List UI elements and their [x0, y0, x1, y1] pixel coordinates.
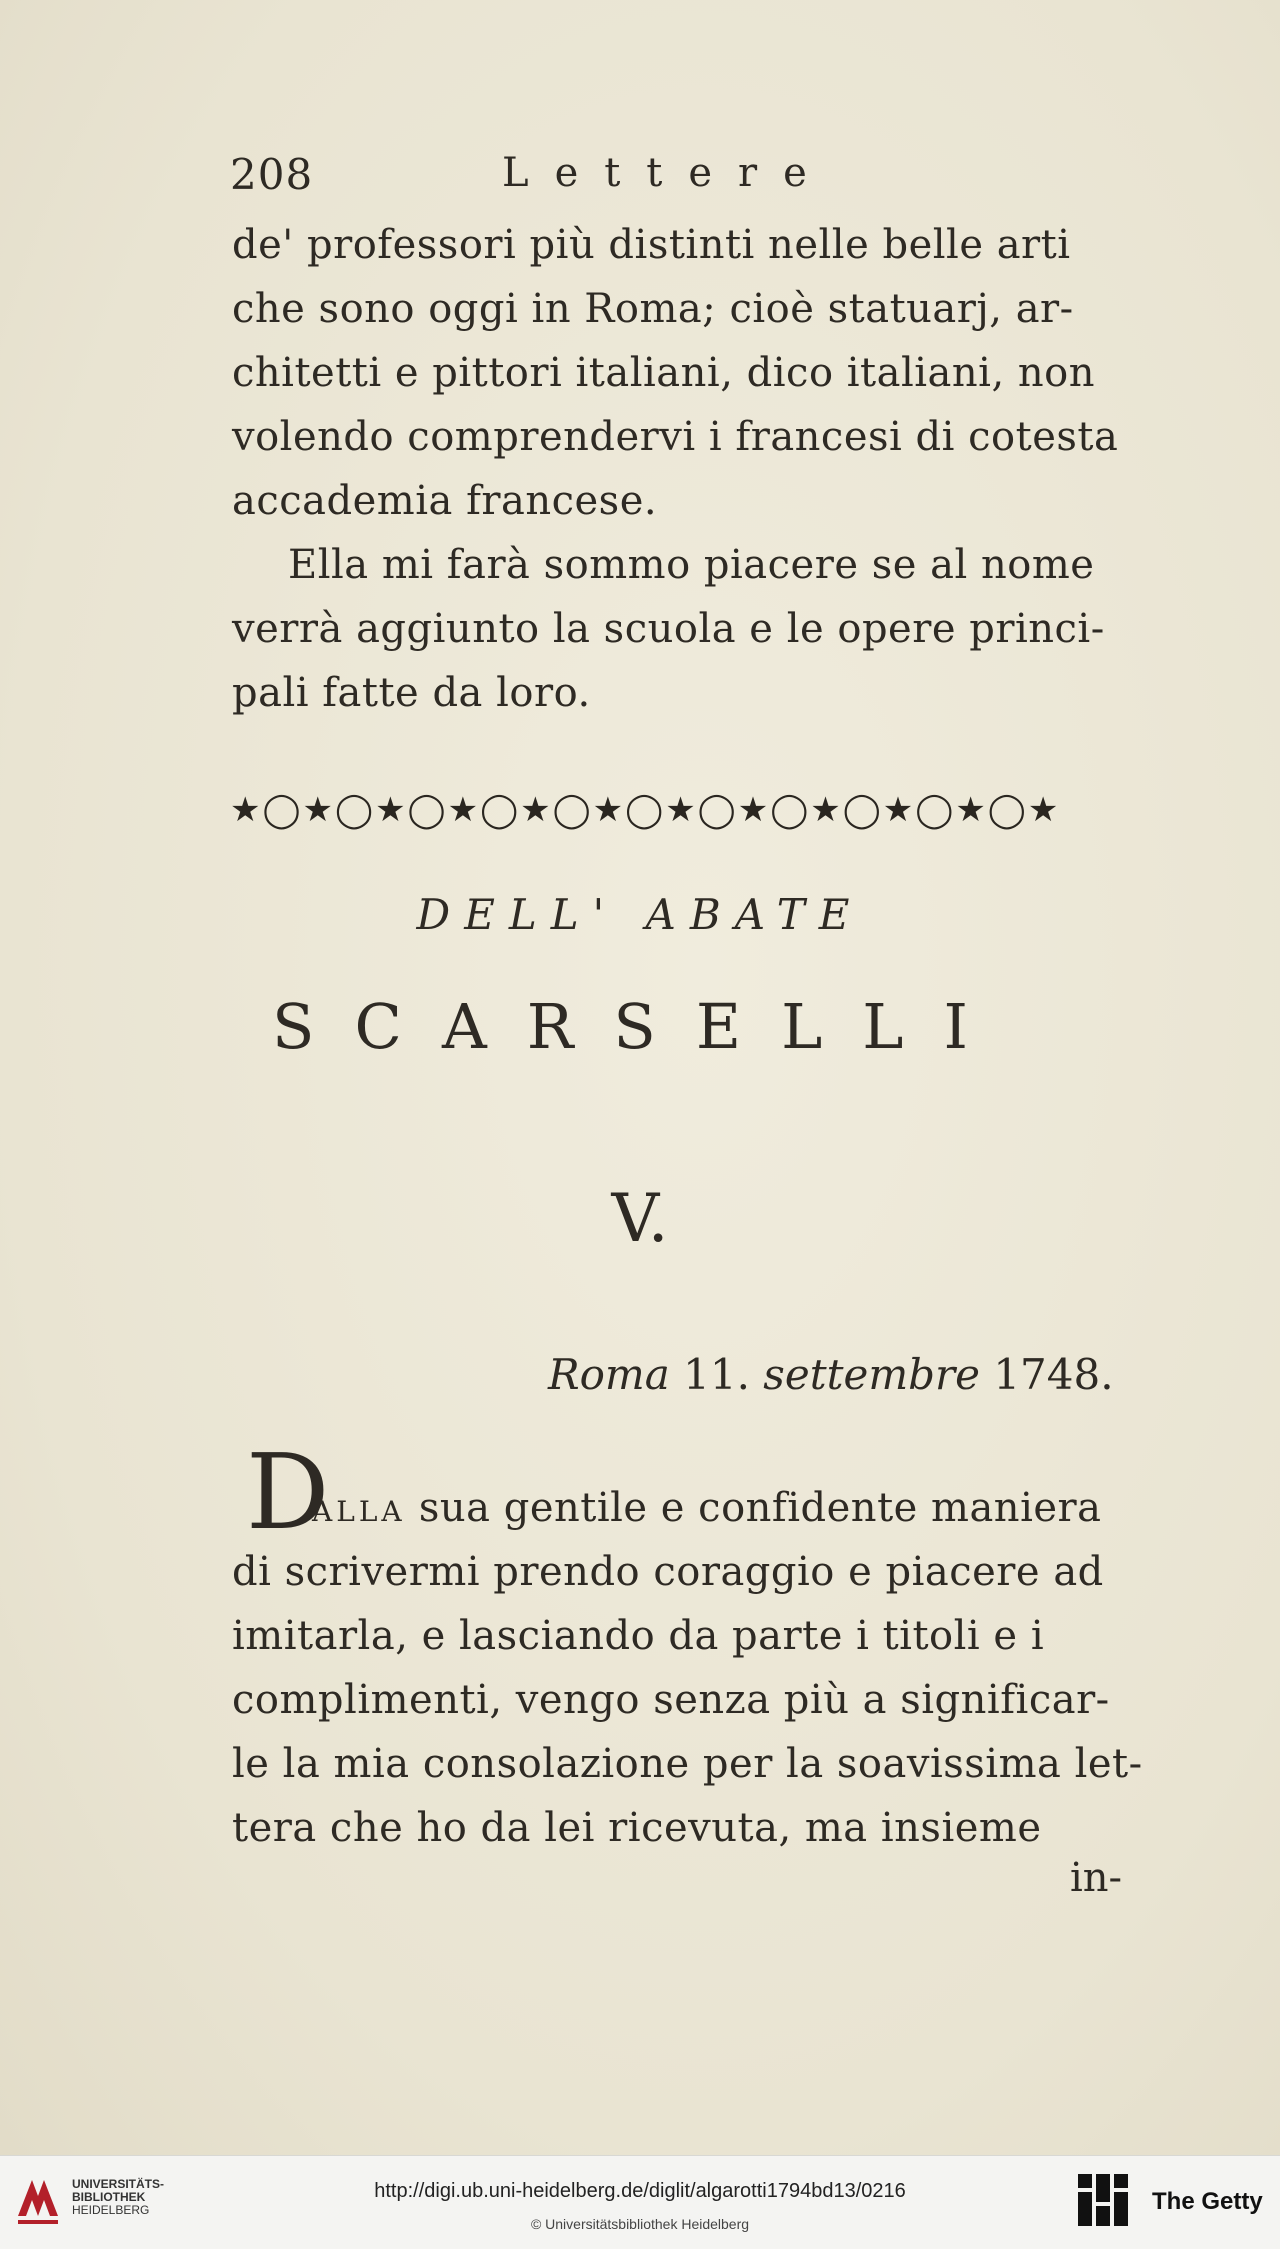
text-line: verrà aggiunto la scuola e le opere princi- — [232, 606, 1105, 652]
letter-number: V. — [611, 1180, 669, 1257]
library-name-line: HEIDELBERG — [72, 2203, 150, 2217]
ornament-rule: ★◯★◯★◯★◯★◯★◯★◯★◯★◯★◯★◯★ — [230, 790, 1061, 830]
text-line: imitarla, e lasciando da parte i titoli e i — [232, 1613, 1045, 1659]
text-line: che sono oggi in Roma; cioè statuarj, ar- — [232, 286, 1074, 332]
page-header — [230, 150, 1190, 206]
catchword: in- — [1070, 1855, 1123, 1901]
library-name-line: BIBLIOTHEK — [72, 2190, 146, 2204]
dateline-year: 1748. — [993, 1350, 1114, 1399]
text-line: volendo comprendervi i francesi di cotesta — [232, 414, 1119, 460]
drop-cap: D — [246, 1431, 330, 1553]
first-word-rest: alla — [312, 1485, 406, 1531]
heading-author-prefix: DELL' ABATE — [416, 890, 864, 939]
text-line: accademia francese. — [232, 478, 658, 524]
dateline-month: settembre — [763, 1350, 980, 1399]
library-name-line: UNIVERSITÄTS- — [72, 2177, 165, 2191]
dateline-place: Roma — [548, 1350, 670, 1399]
dateline — [548, 1350, 1114, 1399]
running-head: Lettere — [502, 150, 833, 196]
text-line: le la mia consolazione per la soavissima let- — [232, 1741, 1143, 1787]
text-line-first — [312, 1485, 1102, 1531]
text-line: Ella mi farà sommo piacere se al nome — [288, 542, 1095, 588]
heading-author-name: SCARSELLI — [272, 990, 1008, 1063]
page-number: 208 — [230, 150, 314, 199]
copyright-notice: © Universitätsbibliothek Heidelberg — [530, 2216, 750, 2232]
first-line-rest: sua gentile e confidente maniera — [418, 1485, 1102, 1531]
dateline-day: 11. — [683, 1350, 750, 1399]
permalink-url[interactable]: http://digi.ub.uni-heidelberg.de/diglit/algarotti1794bd13/0216 — [374, 2180, 906, 2202]
viewer-footer — [0, 2155, 1280, 2249]
partner-name: The Getty — [1152, 2188, 1263, 2215]
text-line: di scrivermi prendo coraggio e piacere ad — [232, 1549, 1104, 1595]
text-line: chitetti e pittori italiani, dico italiani, non — [232, 350, 1095, 396]
text-line: complimenti, vengo senza più a significar- — [232, 1677, 1110, 1723]
text-line: pali fatte da loro. — [232, 670, 591, 716]
text-line: tera che ho da lei ricevuta, ma insieme — [232, 1805, 1042, 1851]
getty-logo-icon — [1076, 2170, 1134, 2232]
text-line: de' professori più distinti nelle belle arti — [232, 222, 1071, 268]
